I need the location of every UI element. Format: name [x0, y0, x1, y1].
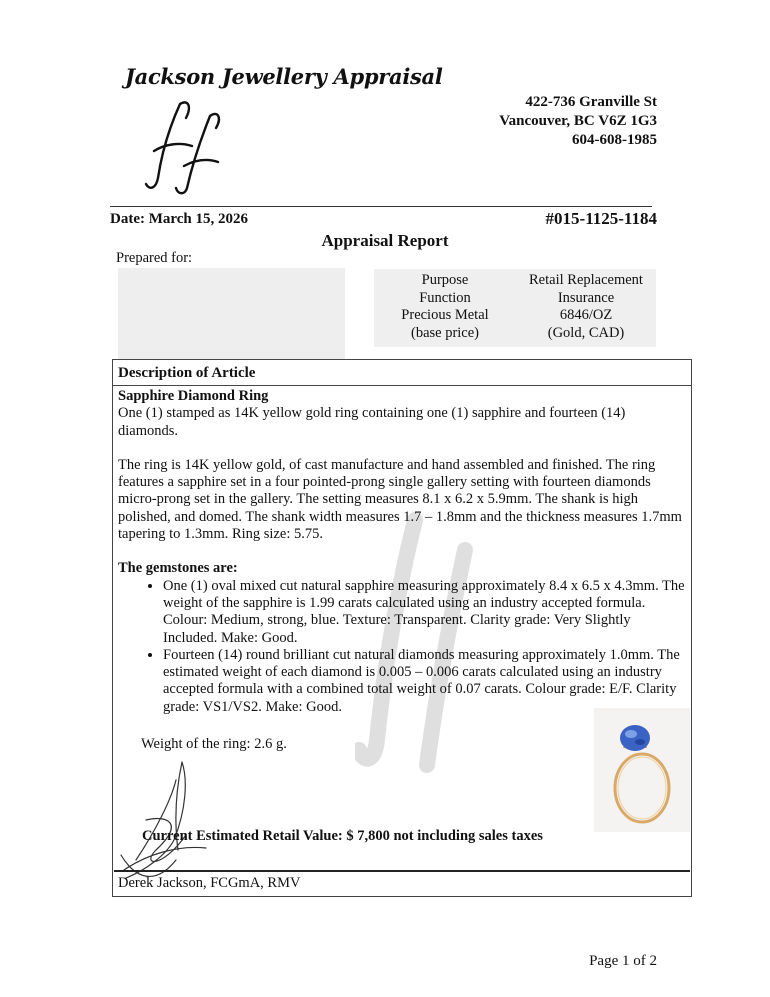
retail-value: Current Estimated Retail Value: $ 7,800 not including sales taxes	[142, 828, 543, 844]
page-number: Page 1 of 2	[589, 953, 657, 969]
gemstones-heading: The gemstones are:	[118, 560, 238, 577]
report-date: Date: March 15, 2026	[110, 211, 249, 227]
report-number: #015-1125-1184	[545, 209, 657, 228]
ring-weight: Weight of the ring: 2.6 g.	[141, 736, 287, 752]
value-metal-type: (Gold, CAD)	[547, 324, 625, 341]
description-heading: Description of Article	[118, 365, 256, 381]
label-precious-metal: Precious Metal	[401, 307, 489, 323]
purpose-table	[374, 269, 656, 347]
signature-line	[114, 870, 690, 872]
header-divider	[110, 206, 652, 207]
label-function: Function	[419, 289, 471, 306]
gemstone-sapphire: • One (1) oval mixed cut natural sapphire measuring approximately 8.4 x 6.5 x 4.3mm. The weight of the sapphire is 1.99 carats calculated using an industry accepted formula. Colour: Medium, strong, blue. Texture: Transparent. Clarity grade: Very Slightly Included. Make: Good.	[163, 578, 688, 647]
item-details: The ring is 14K yellow gold, of cast manufacture and hand assembled and finished. The ring features a sapphire set in a four pointed-prong single gallery setting with fourteen diamonds micro-prong set in the gallery. The setting measures 8.1 x 6.2 x 5.9mm. The shank is high polished, and domed. The shank width measures 1.7 – 1.8mm and the thickness measures 1.7mm tapering to 1.3mm. Ring size: 5.75.	[118, 456, 682, 543]
appraiser-name: Derek Jackson, FCGmA, RMV	[118, 875, 301, 891]
client-redaction-box	[118, 268, 345, 360]
report-title: Appraisal Report	[321, 231, 449, 250]
address-city: Vancouver, BC V6Z 1G3	[499, 113, 657, 129]
description-content	[118, 388, 688, 716]
value-function: Insurance	[557, 289, 615, 306]
prepared-for-label: Prepared for:	[116, 250, 193, 266]
label-purpose: Purpose	[421, 272, 469, 288]
ring-photo	[594, 708, 690, 832]
label-base-price: (base price)	[410, 324, 480, 341]
item-title: Sapphire Diamond Ring	[118, 388, 269, 404]
company-address	[499, 93, 657, 150]
company-name: Jackson Jewellery Appraisal	[125, 64, 443, 89]
purpose-values	[516, 272, 656, 342]
value-metal-price: 6846/OZ	[559, 307, 613, 323]
jj-monogram-logo	[140, 96, 235, 196]
gemstone-diamonds: • Fourteen (14) round brilliant cut natural diamonds measuring approximately 1.0mm. The estimated weight of each diamond is 0.005 – 0.006 carats calculated using an industry accepted formula with a combined total weight of 0.07 carats. Colour grade: E/F. Clarity grade: VS1/VS2. Make: Good.	[163, 647, 688, 716]
gemstone-list	[118, 578, 688, 716]
value-purpose: Retail Replacement	[529, 272, 643, 288]
description-header	[112, 359, 692, 386]
item-summary: One (1) stamped as 14K yellow gold ring containing one (1) sapphire and fourteen (14) diamonds.	[118, 405, 626, 439]
address-street: 422-736 Granville St	[525, 94, 657, 110]
purpose-labels	[374, 272, 516, 342]
address-phone: 604-608-1985	[572, 132, 657, 148]
